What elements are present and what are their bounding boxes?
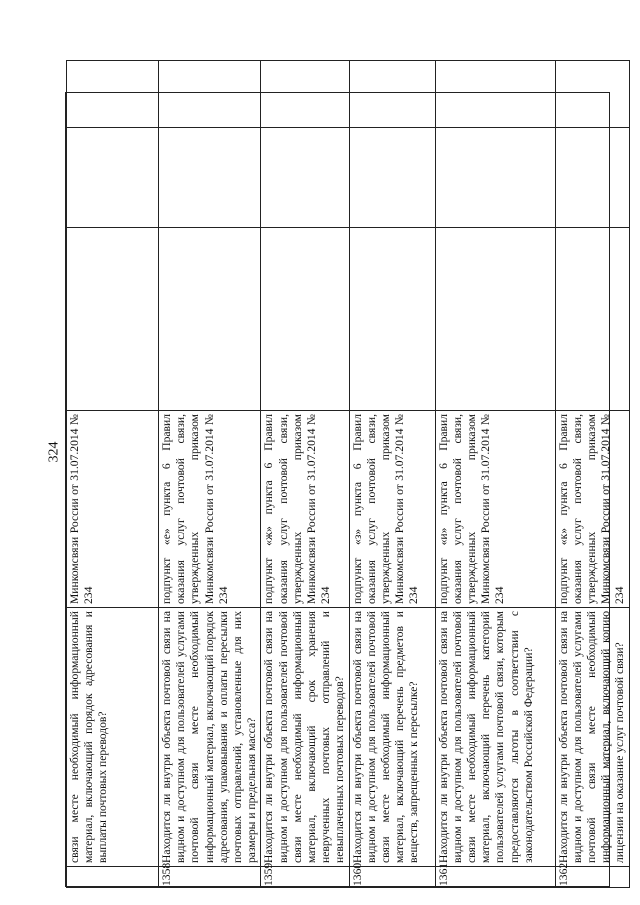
rotated-table-container: [66, 93, 627, 888]
row-number-cell: 1358.: [159, 867, 261, 888]
table-row: [349, 61, 435, 888]
empty-cell: [261, 228, 349, 411]
checklist-table-frame: [65, 92, 627, 887]
question-cell: Находится ли внутри объекта почтовой связи на видном и доступном для пользователей почтовой связи месте необходимый информационный материал, включающий срок хранения неврученных почтовых отправлений и невыплаченных почтовых переводов?: [261, 608, 349, 867]
empty-cell: [435, 61, 555, 128]
empty-cell: [435, 128, 555, 228]
reference-cell: Минкомсвязи России от 31.07.2014 № 234: [67, 411, 159, 608]
table-row: [435, 61, 555, 888]
empty-cell: [555, 128, 629, 228]
empty-cell: [261, 128, 349, 228]
question-cell: Находится ли внутри объекта почтовой связи на видном и доступном для пользователей почтовой связи месте необходимый информационный материал, включающий перечень предметов и веществ, запрещенных к пересылке?: [349, 608, 435, 867]
empty-cell: [555, 228, 629, 411]
row-number-cell: 1359.: [261, 867, 349, 888]
empty-cell: [67, 61, 159, 128]
question-cell: Находится ли внутри объекта почтовой связи на видном и доступном для пользователей услугами почтовой связи месте необходимый информационный материал, включающий порядок адресования, упаковывания и оплаты пересылки почтовых отправлений, установленные для них размеры и предельная масса?: [159, 608, 261, 867]
row-number-cell: [67, 867, 159, 888]
empty-cell: [159, 61, 261, 128]
table-row: [555, 61, 629, 888]
question-cell: Находится ли внутри объекта почтовой связи на видном и доступном для пользователей почтовой связи месте необходимый информационный материал, включающий перечень категорий пользователей услугами почтовой связи, которым предоставляются льготы в соответствии с законодательством Российской Федерации?: [435, 608, 555, 867]
row-number-cell: 1362.: [555, 867, 629, 888]
row-number-cell: 1361.: [435, 867, 555, 888]
empty-cell: [159, 128, 261, 228]
empty-cell: [349, 61, 435, 128]
table-row: [261, 61, 349, 888]
empty-cell: [261, 61, 349, 128]
empty-cell: [67, 228, 159, 411]
empty-cell: [349, 128, 435, 228]
row-number-cell: 1360.: [349, 867, 435, 888]
question-cell: связи месте необходимый информационный материал, включающий порядок адресования и выплаты почтовых переводов?: [67, 608, 159, 867]
question-cell: Находится ли внутри объекта почтовой связи на видном и доступном для пользователей услугами почтовой связи месте необходимый информационный материал, включающий копию лицензии на оказание услуг почтовой связи?: [555, 608, 629, 867]
table-row: [67, 61, 159, 888]
reference-cell: подпункт «ж» пункта 6 Правил оказания услуг почтовой связи, утвержденных приказом Минкомсвязи России от 31.07.2014 № 234: [261, 411, 349, 608]
empty-cell: [159, 228, 261, 411]
page-number: 324: [46, 441, 62, 463]
reference-cell: подпункт «е» пункта 6 Правил оказания услуг почтовой связи, утвержденных приказом Минкомсвязи России от 31.07.2014 № 234: [159, 411, 261, 608]
empty-cell: [349, 228, 435, 411]
empty-cell: [555, 61, 629, 128]
reference-cell: подпункт «з» пункта 6 Правил оказания услуг почтовой связи, утвержденных приказом Минкомсвязи России от 31.07.2014 № 234: [349, 411, 435, 608]
table-row: [159, 61, 261, 888]
empty-cell: [67, 128, 159, 228]
reference-cell: подпункт «и» пункта 6 Правил оказания услуг почтовой связи, утвержденных приказом Минкомсвязи России от 31.07.2014 № 234: [435, 411, 555, 608]
checklist-table: [66, 60, 630, 888]
reference-cell: подпункт «к» пункта 6 Правил оказания услуг почтовой связи, утвержденных приказом Минкомсвязи России от 31.07.2014 № 234: [555, 411, 629, 608]
empty-cell: [435, 228, 555, 411]
